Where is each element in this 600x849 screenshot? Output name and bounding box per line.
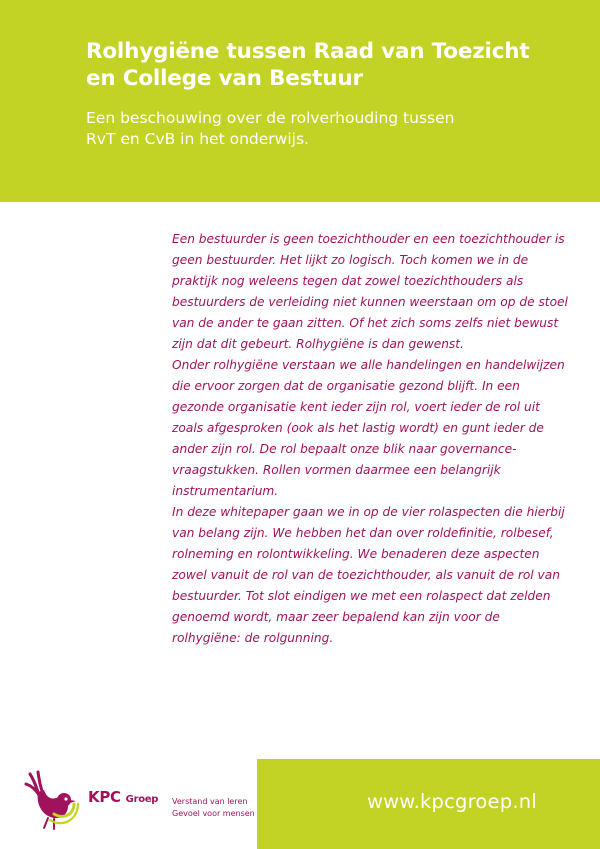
intro-paragraph-2: Onder rolhygiëne verstaan we alle handelingen en handelwijzen die ervoor zorgen dat de organisatie gezond blijft. In een gezonde organisatie kent ieder zijn rol, voert ieder de rol uit zoals afgesproken (ook als het lastig wordt) en gunt ieder de ander zijn rol. De rol bepaalt onze blik naar governance-vraagstukken. Rollen vormen daarmee een belangrijk instrumentarium. xyxy=(172,358,565,498)
footer-banner xyxy=(257,759,600,849)
title-line-2: en College van Bestuur xyxy=(86,66,363,91)
tagline-line-1: Verstand van leren xyxy=(172,797,248,806)
website-link[interactable]: www.kpcgroep.nl xyxy=(367,790,537,813)
page-subtitle xyxy=(86,108,600,150)
intro-text xyxy=(172,229,572,649)
brand-sub: Groep xyxy=(125,794,159,805)
tagline xyxy=(172,796,255,820)
intro-paragraph-1: Een bestuurder is geen toezichthouder en een toezichthouder is geen bestuurder. Het lijkt zo logisch. Toch komen we in de praktijk nog weleens tegen dat zowel toezichthouders als bestuurders de verleiding niet kunnen weerstaan om op de stoel van de ander te gaan zitten. Of het zich soms zelfs niet bewust zijn dat dit gebeurt. Rolhygiëne is dan gewenst. xyxy=(172,232,568,351)
subtitle-line-2: RvT en CvB in het onderwijs. xyxy=(86,130,309,148)
brand-main: KPC xyxy=(88,788,121,806)
tagline-line-2: Gevoel voor mensen xyxy=(172,809,255,818)
header-banner xyxy=(0,0,600,202)
brand-name xyxy=(88,788,158,806)
title-line-1: Rolhygiëne tussen Raad van Toezicht xyxy=(86,39,530,64)
kpc-logo xyxy=(24,770,264,830)
subtitle-line-1: Een beschouwing over de rolverhouding tussen xyxy=(86,109,455,127)
kpc-bird-logo-icon xyxy=(24,770,86,832)
intro-paragraph-3: In deze whitepaper gaan we in op de vier rolaspecten die hierbij van belang zijn. We hebben het dan over roldefinitie, rolbesef, rolneming en rolontwikkeling. We benaderen deze aspecten zowel vanuit de rol van de toezichthouder, als vanuit de rol van bestuurder. Tot slot eindigen we met een rolaspect dat zelden genoemd wordt, maar zeer bepalend kan zijn voor de rolhygiëne: de rolgunning. xyxy=(172,505,565,645)
page-title xyxy=(86,38,600,92)
